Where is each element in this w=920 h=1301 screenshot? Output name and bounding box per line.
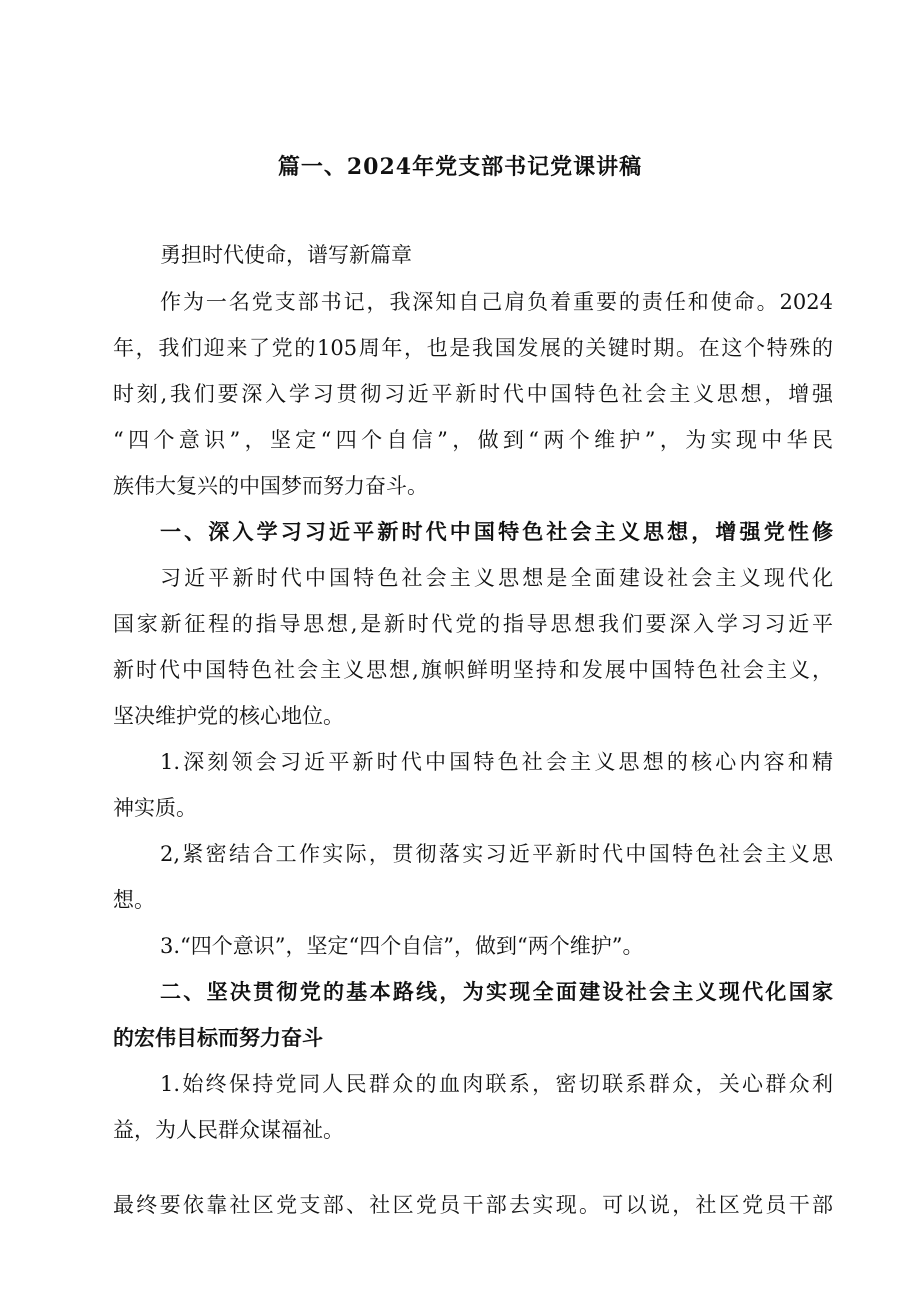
paragraph-line: 时刻,我们要深入学习贯彻习近平新时代中国特色社会主义思想，增强 bbox=[113, 382, 833, 406]
list-item-line: 1.始终保持党同人民群众的血肉联系，密切联系群众，关心群众利 bbox=[160, 1072, 833, 1096]
paragraph-line: “四个意识”，坚定“四个自信”，做到“两个维护”，为实现中华民 bbox=[113, 428, 833, 452]
list-item-line: 益，为人民群众谋福祉。 bbox=[113, 1118, 344, 1142]
list-item-line: 3.“四个意识”，坚定“四个自信”，做到“两个维护”。 bbox=[160, 934, 644, 958]
paragraph-line: 年，我们迎来了党的105周年，也是我国发展的关键时期。在这个特殊的 bbox=[113, 336, 833, 360]
paragraph-line: 作为一名党支部书记，我深知自己肩负着重要的责任和使命。2024 bbox=[160, 290, 833, 314]
paragraph-line: 族伟大复兴的中国梦而努力奋斗。 bbox=[113, 474, 428, 498]
section-heading: 的宏伟目标而努力奋斗 bbox=[113, 1025, 323, 1050]
paragraph-line: 最终要依靠社区党支部、社区党员干部去实现。可以说，社区党员干部 bbox=[113, 1193, 833, 1217]
section-heading: 二、坚决贯彻党的基本路线，为实现全面建设社会主义现代化国家 bbox=[160, 979, 833, 1004]
list-item-line: 1.深刻领会习近平新时代中国特色社会主义思想的核心内容和精 bbox=[160, 750, 833, 774]
section-heading: 一、深入学习习近平新时代中国特色社会主义思想，增强党性修 bbox=[160, 519, 833, 544]
paragraph-line: 习近平新时代中国特色社会主义思想是全面建设社会主义现代化 bbox=[160, 566, 833, 590]
list-item-line: 2,紧密结合工作实际，贯彻落实习近平新时代中国特色社会主义思 bbox=[160, 842, 833, 866]
paragraph-line: 国家新征程的指导思想,是新时代党的指导思想我们要深入学习习近平 bbox=[113, 612, 833, 636]
list-item-line: 神实质。 bbox=[113, 796, 197, 820]
document-title: 篇一、2024年党支部书记党课讲稿 bbox=[277, 154, 643, 180]
paragraph-line: 新时代中国特色社会主义思想,旗帜鲜明坚持和发展中国特色社会主义， bbox=[113, 658, 833, 682]
list-item-line: 想。 bbox=[113, 888, 155, 912]
paragraph-line: 坚决维护党的核心地位。 bbox=[113, 704, 344, 728]
subtitle-line: 勇担时代使命，谱写新篇章 bbox=[160, 243, 412, 267]
